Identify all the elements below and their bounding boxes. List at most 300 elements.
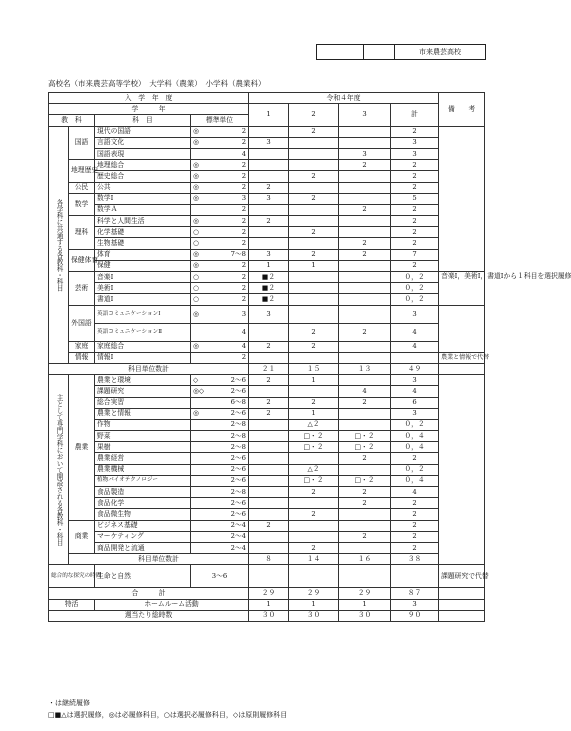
standard-units xyxy=(191,294,249,305)
requirement-mark: ◇ xyxy=(193,375,199,384)
units-y3 xyxy=(339,341,391,352)
subject-name: 数学Ａ xyxy=(95,204,191,215)
subject-name: 体育 xyxy=(95,249,191,260)
units-y1 xyxy=(249,352,289,363)
units-total: ９０ xyxy=(391,610,439,621)
subject-name: 食品微生物 xyxy=(95,509,191,520)
standard-units xyxy=(191,408,249,419)
table-row xyxy=(49,294,485,305)
header-subject: 科 目 xyxy=(95,115,191,126)
standard-units xyxy=(191,148,249,159)
units-y1 xyxy=(249,238,289,249)
units-total: 3 xyxy=(391,408,439,419)
subject-name: ビジネス基礎 xyxy=(95,520,191,531)
table-row xyxy=(49,475,485,486)
standard-unit-value: 4 xyxy=(241,327,247,336)
units-y3: 2 xyxy=(339,160,391,171)
units-y3: 2 xyxy=(339,397,391,408)
units-total: 2 xyxy=(391,238,439,249)
standard-unit-value: 2～8 xyxy=(230,487,247,496)
units-y1 xyxy=(249,160,289,171)
standard-units xyxy=(191,442,249,453)
units-y3 xyxy=(339,193,391,204)
table-row xyxy=(49,272,485,283)
units-total: 2 xyxy=(391,453,439,464)
standard-unit-value: 2～8 xyxy=(230,431,247,440)
subject-name: 英語コミュニケーションⅡ xyxy=(95,323,191,341)
units-y3: １６ xyxy=(339,554,391,565)
standard-units xyxy=(191,283,249,294)
standard-units xyxy=(191,272,249,283)
units-y2 xyxy=(289,498,339,509)
units-y1: 1 xyxy=(249,599,289,610)
requirement-mark: ○ xyxy=(193,294,199,303)
subject-area: 総合的な探究の時間 xyxy=(49,565,95,588)
requirement-mark: ○ xyxy=(193,227,199,236)
standard-unit-value: 2 xyxy=(241,171,247,180)
subject-area: 商業 xyxy=(69,520,95,554)
units-total: 2 xyxy=(391,498,439,509)
subject-name: 食品化学 xyxy=(95,498,191,509)
units-y1: 3 xyxy=(249,305,289,323)
table-row xyxy=(49,227,485,238)
standard-units xyxy=(191,260,249,271)
table-row xyxy=(49,363,485,374)
units-y1: 3 xyxy=(249,249,289,260)
units-total: 2 xyxy=(391,126,439,137)
standard-units xyxy=(191,305,249,323)
subject-name: 言語文化 xyxy=(95,137,191,148)
units-y1: 1 xyxy=(249,260,289,271)
subject-name: 現代の国語 xyxy=(95,126,191,137)
standard-units xyxy=(191,323,249,341)
table-row xyxy=(49,249,485,260)
subtotal-label: 科目単位数計 xyxy=(69,554,249,565)
section-special: 主として専門学科において開設される各教科・科目 xyxy=(49,375,69,565)
table-row xyxy=(49,520,485,531)
grand-total-label: 合 計 xyxy=(49,588,249,599)
remarks-cell xyxy=(439,610,485,621)
table-row xyxy=(49,554,485,565)
standard-units xyxy=(191,352,249,363)
units-y2: 2 xyxy=(289,341,339,352)
subject-name: 科学と人間生活 xyxy=(95,216,191,227)
units-y3: 2 xyxy=(339,498,391,509)
table-row xyxy=(49,182,485,193)
table-row xyxy=(49,610,485,621)
standard-units xyxy=(191,182,249,193)
subject-area: 数学 xyxy=(69,193,95,215)
units-total: ０，４ xyxy=(391,431,439,442)
subject-area: 保健体育 xyxy=(69,249,95,271)
header-entry-year: 入 学 年 度 xyxy=(49,93,249,104)
units-total: 7 xyxy=(391,249,439,260)
table-row xyxy=(49,408,485,419)
units-total: 4 xyxy=(391,386,439,397)
header-year1: 1 xyxy=(249,104,289,126)
units-y2: △２ xyxy=(289,419,339,430)
units-y3: □・２ xyxy=(339,442,391,453)
units-y1: ■２ xyxy=(249,283,289,294)
requirement-mark: ◎◇ xyxy=(193,386,205,395)
units-y3: 2 xyxy=(339,453,391,464)
units-y3 xyxy=(339,375,391,386)
subject-name: 情報Ⅰ xyxy=(95,352,191,363)
standard-units xyxy=(191,386,249,397)
standard-unit-value: 2～6 xyxy=(230,375,247,384)
standard-unit-value: 2 xyxy=(241,261,247,270)
remarks-cell xyxy=(439,375,485,565)
subject-area: 芸術 xyxy=(69,272,95,306)
units-y3: 2 xyxy=(339,204,391,215)
standard-unit-value: 2 xyxy=(241,205,247,214)
subject-name: 生命と自然 xyxy=(95,565,191,588)
units-y2: 2 xyxy=(289,487,339,498)
subject-name: 化学基礎 xyxy=(95,227,191,238)
units-y2: １４ xyxy=(289,554,339,565)
standard-unit-value: 2～6 xyxy=(230,498,247,507)
standard-unit-value: 2 xyxy=(241,239,247,248)
units-y3 xyxy=(339,565,391,588)
subject-name: 保健 xyxy=(95,260,191,271)
remarks-cell xyxy=(439,599,485,610)
units-y2 xyxy=(289,520,339,531)
units-y3 xyxy=(339,227,391,238)
units-y1: 3 xyxy=(249,193,289,204)
units-y1 xyxy=(249,565,289,588)
header-remarks: 備 考 xyxy=(439,93,485,127)
units-total: 2 xyxy=(391,542,439,553)
units-y1 xyxy=(249,323,289,341)
units-total: ０，２ xyxy=(391,272,439,283)
units-total: ０，２ xyxy=(391,283,439,294)
units-y2: 2 xyxy=(289,542,339,553)
units-total: 4 xyxy=(391,487,439,498)
standard-units: 3～6 xyxy=(191,565,249,588)
table-row xyxy=(49,419,485,430)
table-row xyxy=(49,260,485,271)
standard-unit-value: 6～8 xyxy=(230,398,247,407)
units-y2 xyxy=(289,283,339,294)
units-total: ０，２ xyxy=(391,464,439,475)
units-y1: 2 xyxy=(249,408,289,419)
units-total xyxy=(391,565,439,588)
subject-area: 地理歴史 xyxy=(69,160,95,182)
standard-unit-value: 3 xyxy=(241,309,247,318)
units-y1: 2 xyxy=(249,216,289,227)
standard-unit-value: 2～6 xyxy=(230,454,247,463)
table-row xyxy=(49,171,485,182)
units-y3 xyxy=(339,137,391,148)
units-total: 3 xyxy=(391,148,439,159)
requirement-mark: ◎ xyxy=(193,261,199,270)
units-y3: □・２ xyxy=(339,431,391,442)
units-y1 xyxy=(249,126,289,137)
units-y3 xyxy=(339,419,391,430)
standard-units xyxy=(191,498,249,509)
requirement-mark: ◎ xyxy=(193,171,199,180)
units-total: ０，２ xyxy=(391,294,439,305)
subject-name: 課題研究 xyxy=(95,386,191,397)
subject-name: 生物基礎 xyxy=(95,238,191,249)
units-y2: 2 xyxy=(289,249,339,260)
table-row xyxy=(49,341,485,352)
units-y3: ２９ xyxy=(339,588,391,599)
units-y1 xyxy=(249,464,289,475)
units-y2: 2 xyxy=(289,193,339,204)
standard-unit-value: 2～6 xyxy=(230,386,247,395)
standard-units xyxy=(191,137,249,148)
units-y2: □・２ xyxy=(289,442,339,453)
units-y2: 2 xyxy=(289,323,339,341)
table-row xyxy=(49,93,485,104)
requirement-mark: ◎ xyxy=(193,138,199,147)
units-y1 xyxy=(249,227,289,238)
remarks-cell xyxy=(439,305,485,352)
standard-units xyxy=(191,193,249,204)
subject-name: 家庭総合 xyxy=(95,341,191,352)
subject-name: 農業と環境 xyxy=(95,375,191,386)
standard-unit-value: 7～8 xyxy=(230,250,247,259)
table-row xyxy=(49,397,485,408)
subject-name: 農業と情報 xyxy=(95,408,191,419)
standard-units xyxy=(191,126,249,137)
standard-units xyxy=(191,509,249,520)
table-row xyxy=(49,588,485,599)
units-total: 2 xyxy=(391,204,439,215)
school-name-box xyxy=(316,44,486,60)
units-y1 xyxy=(249,475,289,486)
units-y3: 2 xyxy=(339,249,391,260)
curriculum-table xyxy=(48,92,571,622)
units-y1: 2 xyxy=(249,182,289,193)
units-y2: 2 xyxy=(289,509,339,520)
standard-unit-value: 2 xyxy=(241,216,247,225)
standard-unit-value: 4 xyxy=(241,149,247,158)
standard-unit-value: 2～6 xyxy=(230,409,247,418)
blank-cell xyxy=(364,45,395,59)
standard-unit-value: 2 xyxy=(241,127,247,136)
standard-unit-value: 2～4 xyxy=(230,543,247,552)
units-y1 xyxy=(249,431,289,442)
table-row xyxy=(49,216,485,227)
standard-unit-value: 2～4 xyxy=(230,532,247,541)
note-legend: □■△は選択履修，◎は必履修科目，○は選択必履修科目，◇は原則履修科目 xyxy=(48,711,288,719)
units-total: 5 xyxy=(391,193,439,204)
units-y2 xyxy=(289,182,339,193)
table-row xyxy=(49,204,485,215)
units-y1 xyxy=(249,542,289,553)
subject-area: 情報 xyxy=(69,352,95,363)
units-total: 2 xyxy=(391,216,439,227)
remarks-cell xyxy=(439,126,485,271)
table-row xyxy=(49,126,485,137)
units-y2 xyxy=(289,204,339,215)
units-total: ４９ xyxy=(391,363,439,374)
units-total: ０，４ xyxy=(391,475,439,486)
units-y2: ３０ xyxy=(289,610,339,621)
standard-units xyxy=(191,171,249,182)
units-y1 xyxy=(249,204,289,215)
units-y2 xyxy=(289,453,339,464)
table-row xyxy=(49,193,485,204)
units-y1: 3 xyxy=(249,137,289,148)
units-y3 xyxy=(339,464,391,475)
table-row xyxy=(49,599,485,610)
subject-name: 農業機械 xyxy=(95,464,191,475)
units-y2: 2 xyxy=(289,227,339,238)
units-y1: ２９ xyxy=(249,588,289,599)
units-total: 3 xyxy=(391,305,439,323)
header-total: 計 xyxy=(391,104,439,126)
units-y1 xyxy=(249,148,289,159)
standard-unit-value: 2～6 xyxy=(230,509,247,518)
subject-name: 商品開発と流通 xyxy=(95,542,191,553)
standard-units xyxy=(191,531,249,542)
requirement-mark: ◎ xyxy=(193,160,199,169)
requirement-mark: ◎ xyxy=(193,309,199,318)
units-y1: ８ xyxy=(249,554,289,565)
units-total: 2 xyxy=(391,160,439,171)
units-y2 xyxy=(289,305,339,323)
units-y1: 2 xyxy=(249,375,289,386)
units-total: 2 xyxy=(391,182,439,193)
standard-units xyxy=(191,542,249,553)
subject-name: 果樹 xyxy=(95,442,191,453)
standard-unit-value: 2～6 xyxy=(230,465,247,474)
subject-name: マーケティング xyxy=(95,531,191,542)
header-standard-units: 標準単位 xyxy=(191,115,249,126)
units-total: ８７ xyxy=(391,588,439,599)
units-y3 xyxy=(339,182,391,193)
requirement-mark: ○ xyxy=(193,239,199,248)
header-year2: 2 xyxy=(289,104,339,126)
table-row xyxy=(49,542,485,553)
table-row xyxy=(49,104,485,115)
subject-area: 国語 xyxy=(69,126,95,160)
units-y3: 3 xyxy=(339,148,391,159)
subject-name: 英語コミュニケーションⅠ xyxy=(95,305,191,323)
units-y1: ■２ xyxy=(249,294,289,305)
units-y1 xyxy=(249,171,289,182)
requirement-mark: ○ xyxy=(193,272,199,281)
units-y2 xyxy=(289,386,339,397)
units-y3 xyxy=(339,509,391,520)
units-total: ０，４ xyxy=(391,442,439,453)
remarks-cell xyxy=(439,363,485,374)
units-total: 2 xyxy=(391,260,439,271)
table-row xyxy=(49,352,485,363)
units-y2 xyxy=(289,216,339,227)
units-y2: 2 xyxy=(289,126,339,137)
standard-units xyxy=(191,453,249,464)
units-y2 xyxy=(289,160,339,171)
units-y2 xyxy=(289,531,339,542)
school-name: 市来農芸高校 xyxy=(419,48,461,56)
units-total: 2 xyxy=(391,520,439,531)
units-y1 xyxy=(249,442,289,453)
standard-unit-value: 2 xyxy=(241,283,247,292)
units-total: 4 xyxy=(391,341,439,352)
standard-unit-value: 2 xyxy=(241,138,247,147)
units-y1 xyxy=(249,509,289,520)
standard-unit-value: 4 xyxy=(241,342,247,351)
table-row xyxy=(49,323,485,341)
header-reiwa: 令和４年度 xyxy=(249,93,439,104)
units-y3: 2 xyxy=(339,238,391,249)
standard-units xyxy=(191,475,249,486)
subject-name: 食品製造 xyxy=(95,487,191,498)
units-y3 xyxy=(339,352,391,363)
units-y3: □・２ xyxy=(339,475,391,486)
standard-units xyxy=(191,431,249,442)
units-y2 xyxy=(289,148,339,159)
subject-area: 農業 xyxy=(69,375,95,520)
units-y3: １３ xyxy=(339,363,391,374)
standard-unit-value: 2 xyxy=(241,272,247,281)
standard-units xyxy=(191,375,249,386)
header-subject-area: 教 科 xyxy=(49,115,95,126)
units-total: 2 xyxy=(391,227,439,238)
units-y2 xyxy=(289,137,339,148)
standard-units xyxy=(191,216,249,227)
units-y3 xyxy=(339,260,391,271)
units-y2 xyxy=(289,238,339,249)
units-total: ３８ xyxy=(391,554,439,565)
units-y3 xyxy=(339,126,391,137)
requirement-mark: ◎ xyxy=(193,194,199,203)
units-y3: 1 xyxy=(339,599,391,610)
requirement-mark: ○ xyxy=(193,283,199,292)
requirement-mark: ◎ xyxy=(193,409,199,418)
units-y1: 2 xyxy=(249,341,289,352)
units-y1: ■２ xyxy=(249,272,289,283)
table-row xyxy=(49,148,485,159)
subject-area: 家庭 xyxy=(69,341,95,352)
units-y3 xyxy=(339,520,391,531)
subject-name: 野菜 xyxy=(95,431,191,442)
units-y2 xyxy=(289,565,339,588)
standard-unit-value: 2～4 xyxy=(230,521,247,530)
standard-unit-value: 2～8 xyxy=(230,442,247,451)
units-y2: ２９ xyxy=(289,588,339,599)
units-y1 xyxy=(249,531,289,542)
units-y3 xyxy=(339,171,391,182)
table-row xyxy=(49,160,485,171)
table-row xyxy=(49,565,485,588)
standard-units xyxy=(191,341,249,352)
standard-units xyxy=(191,160,249,171)
standard-units xyxy=(191,419,249,430)
units-y2: 1 xyxy=(289,408,339,419)
units-y1: 2 xyxy=(249,520,289,531)
standard-unit-value: 2 xyxy=(241,183,247,192)
table-row xyxy=(49,453,485,464)
units-y1 xyxy=(249,487,289,498)
standard-units xyxy=(191,204,249,215)
units-total: 6 xyxy=(391,397,439,408)
standard-units xyxy=(191,249,249,260)
section-common: 各学科に共通する各教科・科目 xyxy=(49,126,69,363)
units-y3: 2 xyxy=(339,487,391,498)
subject-area: 理科 xyxy=(69,216,95,250)
units-total: 2 xyxy=(391,531,439,542)
standard-units xyxy=(191,227,249,238)
units-y3 xyxy=(339,216,391,227)
note-continuing: ・は継続履修 xyxy=(48,699,90,707)
subject-name: 国語表現 xyxy=(95,148,191,159)
units-y2: △２ xyxy=(289,464,339,475)
